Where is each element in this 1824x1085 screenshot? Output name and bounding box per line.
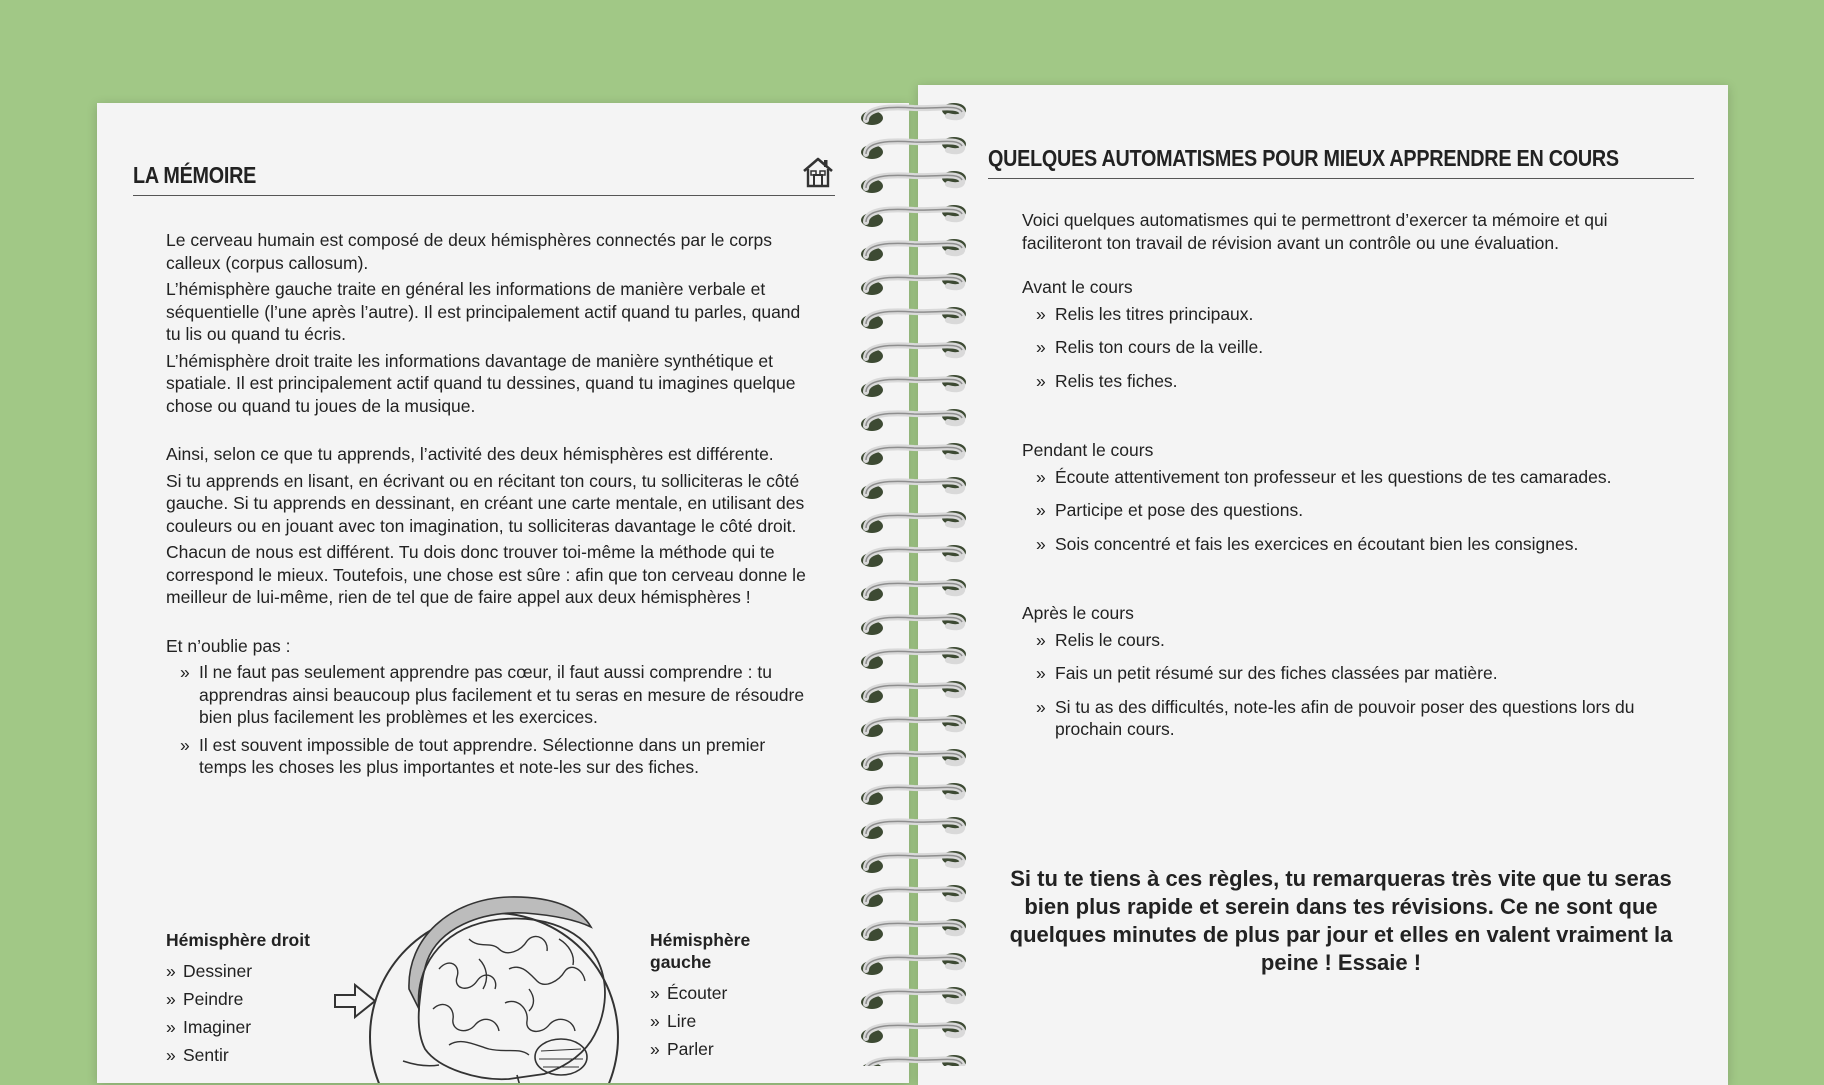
paragraph: L’hémisphère gauche traite en général les informations de manière verbale et séquentielle (l’une après l’autre). Il est principalement actif quand tu parles, quand tu lis ou quand tu écris. — [166, 279, 801, 344]
spiral-coil — [861, 987, 966, 1009]
left-page-title: LA MÉMOIRE — [133, 162, 257, 188]
list-item: » Parler — [650, 1039, 714, 1059]
list-item: » Relis tes fiches. — [1036, 370, 1178, 391]
section-list — [1022, 629, 1682, 741]
left-page-header — [133, 155, 835, 196]
paragraph: Si tu apprends en lisant, en écrivant ou en récitant ton cours, tu solliciteras le côté gauche. Si tu apprends en dessinant, en créant une carte mentale, en utilisant des couleurs ou en jouant avec ton imagination, tu solliciteras davantage le côté droit. — [166, 470, 805, 536]
list-item: » Il est souvent impossible de tout apprendre. Sélectionne dans un premier temps les choses les plus importantes et note-les sur des fiches. — [180, 734, 766, 777]
list-item: » Sois concentré et fais les exercices en écoutant bien les consignes. — [1036, 533, 1579, 554]
list-item: » Il ne faut pas seulement apprendre pas cœur, il faut aussi comprendre : tu apprendras ainsi beaucoup plus facilement et tu seras en mesure de résoudre bien plus facilement les problèmes et les exercices. — [180, 662, 805, 727]
list-item: » Peindre — [166, 989, 244, 1009]
paragraph: Ainsi, selon ce que tu apprends, l’activité des deux hémisphères est différente. — [166, 444, 774, 464]
list-item: » Écouter — [650, 983, 728, 1003]
spiral-coil — [861, 205, 966, 227]
right-page-title: QUELQUES AUTOMATISMES POUR MIEUX APPRENDRE EN COURS — [988, 145, 1619, 171]
section-label: Après le cours — [1022, 603, 1134, 623]
spiral-coil — [861, 239, 966, 261]
left-page-body — [166, 229, 816, 784]
spiral-coil — [861, 715, 966, 737]
hemisphere-left-title: Hémisphère gauche — [650, 930, 751, 972]
list-item: » Si tu as des difficultés, note-les afin de pouvoir poser des questions lors du prochain cours. — [1036, 696, 1635, 739]
spiral-coil — [861, 851, 966, 873]
spiral-coil — [861, 137, 966, 159]
paragraph: L’hémisphère droit traite les informations davantage de manière synthétique et spatiale. Il est principalement actif quand tu dessines, quand tu imagines quelque chose ou quand tu joues de la musique. — [166, 350, 796, 416]
spiral-coil — [861, 1055, 966, 1066]
hemisphere-left-box — [650, 929, 790, 1063]
right-page-header — [988, 135, 1694, 179]
section-list — [1022, 466, 1682, 556]
spiral-coil — [861, 545, 966, 567]
spiral-coil — [861, 885, 966, 907]
left-page — [97, 103, 909, 1083]
list-item: » Relis le cours. — [1036, 629, 1165, 650]
list-item: » Relis les titres principaux. — [1036, 303, 1254, 324]
arrow-right-icon — [335, 985, 375, 1017]
hemisphere-right-title: Hémisphère droit — [166, 930, 310, 950]
spiral-coil — [861, 953, 966, 975]
list-item: » Participe et pose des questions. — [1036, 500, 1304, 520]
list-item: » Dessiner — [166, 961, 253, 981]
section-list — [1022, 303, 1682, 393]
reminder-list — [166, 661, 816, 779]
reminder-label: Et n’oublie pas : — [166, 635, 291, 656]
spiral-coil — [861, 1021, 966, 1043]
spiral-coil — [861, 341, 966, 363]
list-item: » Imaginer — [166, 1017, 252, 1037]
right-page-body — [1022, 209, 1682, 752]
list-item: » Sentir — [166, 1045, 229, 1065]
spiral-coil — [861, 783, 966, 805]
hemisphere-right-box — [166, 929, 336, 1069]
spiral-coil — [861, 647, 966, 669]
spiral-coil — [861, 375, 966, 397]
spiral-coil — [861, 681, 966, 703]
spiral-coil — [861, 511, 966, 533]
spiral-coil — [861, 103, 966, 125]
spiral-binding — [858, 98, 970, 1066]
spiral-coil — [861, 817, 966, 839]
intro-paragraph: Voici quelques automatismes qui te permettront d’exercer ta mémoire et qui faciliteront ton travail de révision avant un contrôle ou une évaluation. — [1022, 210, 1608, 253]
spiral-coil — [861, 409, 966, 431]
paragraph: Chacun de nous est différent. Tu dois donc trouver toi-même la méthode qui te correspond le mieux. Toutefois, une chose est sûre : afin que ton cerveau donne le meilleur de lui-même, rien de tel que de faire appel aux deux hémisphères ! — [166, 542, 806, 607]
home-icon[interactable] — [801, 155, 835, 189]
spiral-coil — [861, 273, 966, 295]
paragraph: Le cerveau humain est composé de deux hémisphères connectés par le corps calleux (corpus callosum). — [166, 230, 773, 273]
list-item: » Écoute attentivement ton professeur et les questions de tes camarades. — [1036, 466, 1612, 487]
closing-message: Si tu te tiens à ces règles, tu remarqueras très vite que tu seras bien plus rapide et serein dans tes révisions. Ce ne sont que quelques minutes de plus par jour et elles en valent vraiment la peine ! Essaie ! — [1009, 866, 1673, 975]
section-label: Avant le cours — [1022, 277, 1133, 297]
spiral-coil — [861, 477, 966, 499]
spiral-coil — [861, 443, 966, 465]
spiral-coil — [861, 579, 966, 601]
spiral-coil — [861, 749, 966, 771]
spiral-coil — [861, 613, 966, 635]
section-label: Pendant le cours — [1022, 440, 1154, 460]
brain-illustration — [329, 869, 659, 1083]
list-item: » Relis ton cours de la veille. — [1036, 337, 1264, 357]
spiral-coil — [861, 171, 966, 193]
spiral-coil — [861, 307, 966, 329]
list-item: » Lire — [650, 1011, 697, 1031]
list-item: » Fais un petit résumé sur des fiches classées par matière. — [1036, 663, 1498, 683]
spiral-coil — [861, 919, 966, 941]
right-page — [918, 85, 1728, 1085]
